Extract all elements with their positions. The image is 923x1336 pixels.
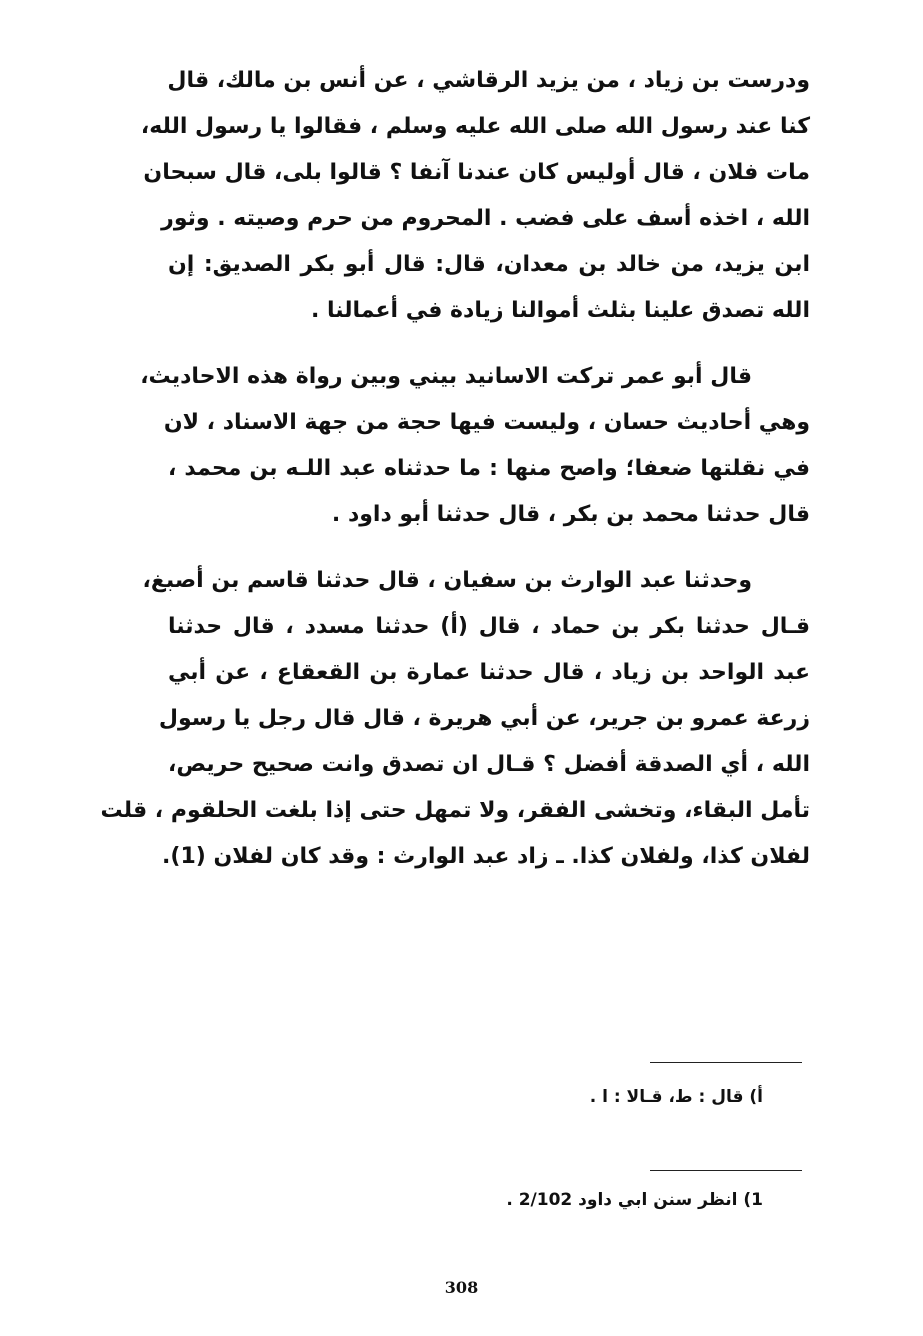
paragraph-2 <box>140 354 810 538</box>
source-footnote: 1) انظر سنن ابي داود 2/102 . <box>506 1190 763 1210</box>
text-line: تأمل البقاء، وتخشى الفقر، ولا تمهل حتى إذا بلغت الحلقوم ، قلت <box>100 798 810 823</box>
text-line: ابن يزيد، من خالد بن معدان، قال: قال أبو بكر الصديق: إن <box>168 252 810 277</box>
paragraph-gap <box>168 334 810 354</box>
paragraph-3 <box>100 558 810 880</box>
text-line: قال أبو عمر تركت الاسانيد بيني وبين رواة هذه الاحاديث، <box>140 364 752 389</box>
text-line: ودرست بن زياد ، من يزيد الرقاشي ، عن أنس بن مالك، قال <box>167 68 810 93</box>
variant-footnote: أ) قال : ط، قـالا : ا . <box>589 1087 763 1107</box>
text-line: قـال حدثنا بكر بن حماد ، قال (أ) حدثنا مسدد ، قال حدثنا <box>168 614 810 639</box>
text-line: كنا عند رسول الله صلى الله عليه وسلم ، فقالوا يا رسول الله، <box>140 114 810 139</box>
paragraph-1 <box>140 58 810 334</box>
footnote-divider <box>650 1062 802 1063</box>
text-line: لفلان كذا، ولفلان كذا. ـ زاد عبد الوارث : وقد كان لفلان (1). <box>162 844 810 869</box>
text-line: مات فلان ، قال أوليس كان عندنا آنفا ؟ قالوا بلى، قال سبحان <box>143 160 810 185</box>
text-line: الله تصدق علينا بثلث أموالنا زيادة في أعمالنا . <box>310 298 810 323</box>
footnote-divider <box>650 1170 802 1171</box>
text-line: قال حدثنا محمد بن بكر ، قال حدثنا أبو داود . <box>331 502 810 527</box>
text-line: عبد الواحد بن زياد ، قال حدثنا عمارة بن القعقاع ، عن أبي <box>168 660 810 685</box>
text-line: الله ، اخذه أسف على فضب . المحروم من حرم وصيته . وثور <box>161 206 810 231</box>
text-line: وحدثنا عبد الوارث بن سفيان ، قال حدثنا قاسم بن أصبغ، <box>142 568 752 593</box>
text-line: في نقلتها ضعفا؛ واصح منها : ما حدثناه عبد اللـه بن محمد ، <box>168 456 810 481</box>
main-text <box>100 58 810 880</box>
paragraph-gap <box>168 538 810 558</box>
text-line: الله ، أي الصدقة أفضل ؟ قـال ان تصدق وانت صحيح حريص، <box>168 752 810 777</box>
page-number: 308 <box>444 1278 479 1297</box>
text-line: وهي أحاديث حسان ، وليست فيها حجة من جهة الاسناد ، لان <box>163 410 810 435</box>
text-line: زرعة عمرو بن جرير، عن أبي هريرة ، قال قال رجل يا رسول <box>158 706 810 731</box>
